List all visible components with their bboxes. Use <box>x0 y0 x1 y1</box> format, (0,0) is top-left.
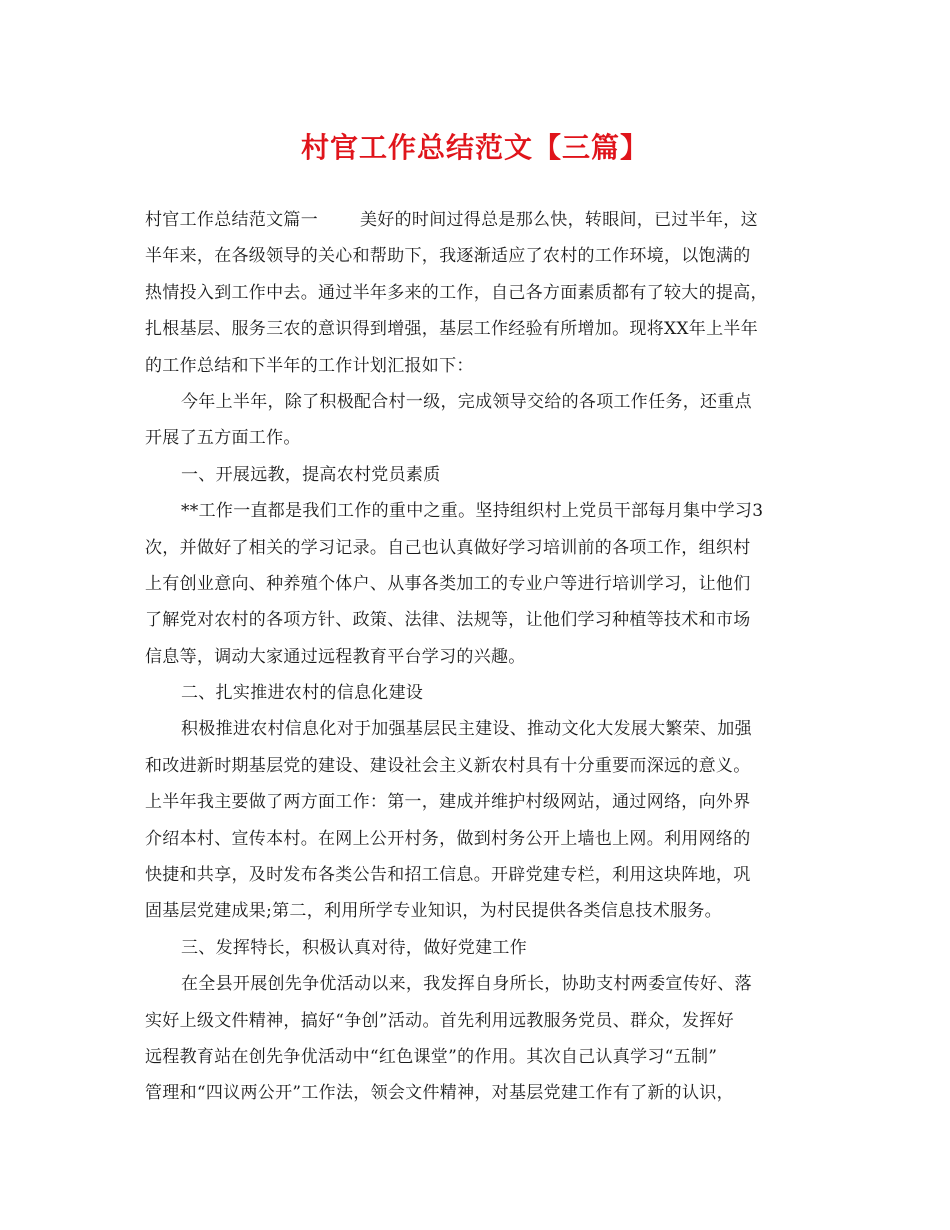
line-text: 美好的时间过得总是那么快，转眼间，已过半年，这 <box>360 210 758 230</box>
paragraph-line: 固基层党建成果;第二，利用所学专业知识，为村民提供各类信息技术服务。 <box>145 901 722 922</box>
paragraph-line: 开展了五方面工作。 <box>145 428 301 449</box>
section-heading: 三、发挥特长，积极认真对待，做好党建工作 <box>181 937 527 958</box>
paragraph-line: 介绍本村、宣传本村。在网上公开村务，做到村务公开上墙也上网。利用网络的 <box>145 828 751 849</box>
paragraph-line: 今年上半年，除了积极配合村一级，完成领导交给的各项工作任务，还重点 <box>181 391 752 412</box>
paragraph-line: 半年来，在各级领导的关心和帮助下，我逐渐适应了农村的工作环境，以饱满的 <box>145 246 751 267</box>
paragraph-line: 上有创业意向、种养殖个体户、从事各类加工的专业户等进行培训学习，让他们 <box>145 573 751 594</box>
paragraph-line: 远程教育站在创先争优活动中“红色课堂”的作用。其次自己认真学习“五制” <box>145 1046 718 1067</box>
paragraph-line <box>145 202 815 238</box>
paragraph-line: 快捷和共享，及时发布各类公告和招工信息。开辟党建专栏，利用这块阵地，巩 <box>145 865 751 886</box>
document-body <box>145 202 815 1112</box>
paragraph-line: 次，并做好了相关的学习记录。自己也认真做好学习培训前的各项工作，组织村 <box>145 537 751 558</box>
section-heading: 一、开展远教，提高农村党员素质 <box>181 464 441 485</box>
paragraph-line: 上半年我主要做了两方面工作：第一，建成并维护村级网站，通过网络，向外界 <box>145 792 751 813</box>
paragraph-line: **工作一直都是我们工作的重中之重。坚持组织村上党员干部每月集中学习3 <box>181 501 764 522</box>
paragraph-line: 扎根基层、服务三农的意识得到增强，基层工作经验有所增加。现将XX年上半年 <box>145 319 759 340</box>
document-title: 村官工作总结范文【三篇】 <box>300 131 649 164</box>
paragraph-line: 的工作总结和下半年的工作计划汇报如下： <box>145 355 474 376</box>
intro-heading: 村官工作总结范文篇一 <box>145 210 318 230</box>
paragraph-line: 热情投入到工作中去。通过半年多来的工作，自己各方面素质都有了较大的提高， <box>145 282 768 303</box>
paragraph-line: 实好上级文件精神，搞好“争创”活动。首先利用远教服务党员、群众，发挥好 <box>145 1010 734 1031</box>
paragraph-line: 积极推进农村信息化对于加强基层民主建设、推动文化大发展大繁荣、加强 <box>181 719 752 740</box>
paragraph-line: 管理和“四议两公开”工作法，领会文件精神，对基层党建工作有了新的认识， <box>145 1083 734 1104</box>
paragraph-line: 和改进新时期基层党的建设、建设社会主义新农村具有十分重要而深远的意义。 <box>145 755 751 776</box>
paragraph-line: 信息等，调动大家通过远程教育平台学习的兴趣。 <box>145 646 526 667</box>
paragraph-line: 了解党对农村的各项方针、政策、法律、法规等，让他们学习种植等技术和市场 <box>145 610 751 631</box>
section-heading: 二、扎实推进农村的信息化建设 <box>181 683 424 704</box>
paragraph-line: 在全县开展创先争优活动以来，我发挥自身所长，协助支村两委宣传好、落 <box>181 974 752 995</box>
